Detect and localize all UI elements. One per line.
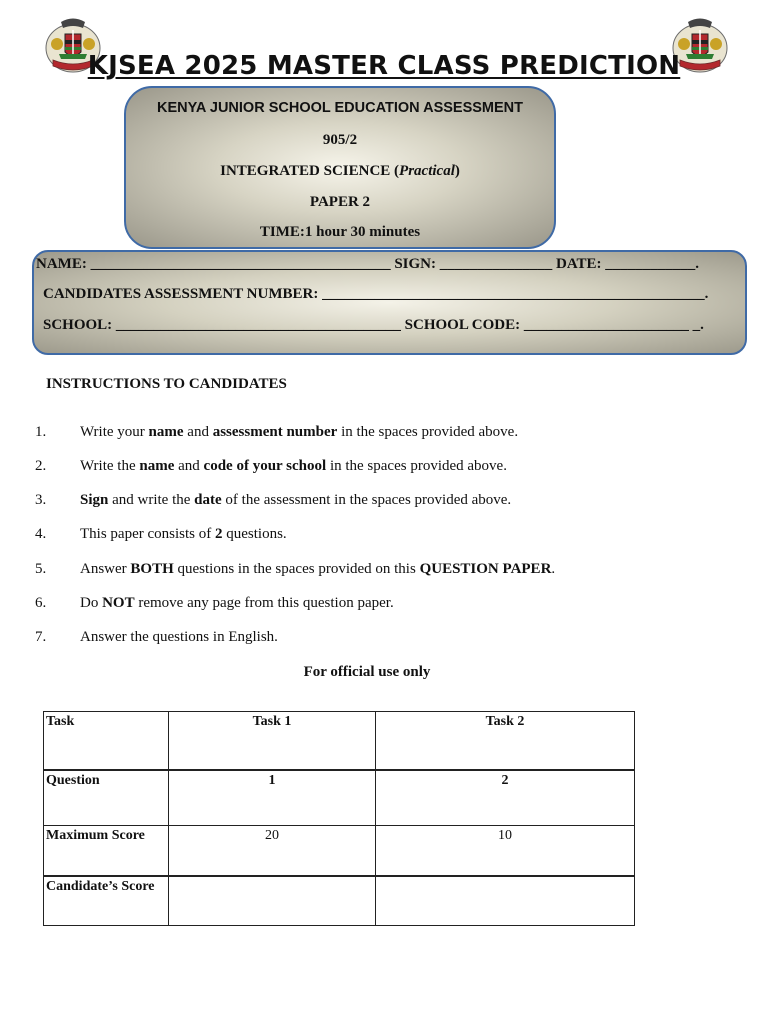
list-item-text: Answer the questions in English.: [80, 629, 278, 645]
name-sign-date-line[interactable]: NAME: ________________________________________ SIGN: _______________ DATE: ____________.: [36, 256, 700, 272]
list-item-number: 4.: [35, 526, 47, 542]
candidate-score-task1-cell[interactable]: [169, 876, 376, 926]
list-item-text: This paper consists of 2 questions.: [80, 526, 287, 542]
score-table: [43, 711, 635, 926]
list-item-text: Do NOT remove any page from this question paper.: [80, 595, 394, 611]
list-item-text: Write your name and assessment number in the spaces provided above.: [80, 424, 519, 440]
list-item-number: 3.: [35, 492, 47, 508]
school-line[interactable]: SCHOOL: ______________________________________ SCHOOL CODE: ______________________ _.: [43, 317, 704, 333]
list-item-text: Write the name and code of your school in the spaces provided above.: [80, 458, 507, 474]
table-cell: 20: [169, 826, 376, 876]
paper-code: 905/2: [322, 132, 358, 148]
paper-number: PAPER 2: [309, 194, 371, 210]
official-use-label: For official use only: [303, 664, 431, 680]
list-item-number: 5.: [35, 561, 47, 577]
table-row: [44, 770, 635, 826]
table-cell: Task: [44, 712, 169, 770]
list-item: [0, 492, 768, 512]
table-row: [44, 876, 635, 926]
table-row: [44, 826, 635, 876]
list-item: [0, 424, 768, 444]
list-item: [0, 561, 768, 581]
table-row: [44, 712, 635, 770]
instructions-heading: INSTRUCTIONS TO CANDIDATES: [46, 376, 287, 392]
list-item-number: 7.: [35, 629, 47, 645]
subject-title: INTEGRATED SCIENCE (Practical): [220, 163, 460, 179]
list-item: [0, 595, 768, 615]
assessment-header-box: [124, 86, 556, 249]
list-item-number: 6.: [35, 595, 47, 611]
table-cell: 10: [376, 826, 635, 876]
list-item-number: 2.: [35, 458, 47, 474]
assessment-body-name: KENYA JUNIOR SCHOOL EDUCATION ASSESSMENT: [156, 100, 524, 116]
page-title: KJSEA 2025 MASTER CLASS PREDICTION: [87, 51, 681, 81]
table-cell: Task 1: [169, 712, 376, 770]
list-item-text: Answer BOTH questions in the spaces provided on this QUESTION PAPER.: [80, 561, 556, 577]
table-cell: Task 2: [376, 712, 635, 770]
table-cell: Question: [44, 770, 169, 826]
list-item: [0, 526, 768, 546]
table-cell: 1: [169, 770, 376, 826]
assessment-number-line[interactable]: CANDIDATES ASSESSMENT NUMBER: ___________________________________________________.: [43, 286, 709, 302]
list-item-text: Sign and write the date of the assessment in the spaces provided above.: [80, 492, 512, 508]
candidate-details-box: [32, 250, 747, 355]
table-cell: Candidate’s Score: [44, 876, 169, 926]
list-item-number: 1.: [35, 424, 47, 440]
list-item: [0, 458, 768, 478]
list-item: [0, 629, 768, 649]
time-allowed: TIME:1 hour 30 minutes: [259, 224, 421, 240]
table-cell: Maximum Score: [44, 826, 169, 876]
candidate-score-task2-cell[interactable]: [376, 876, 635, 926]
table-cell: 2: [376, 770, 635, 826]
